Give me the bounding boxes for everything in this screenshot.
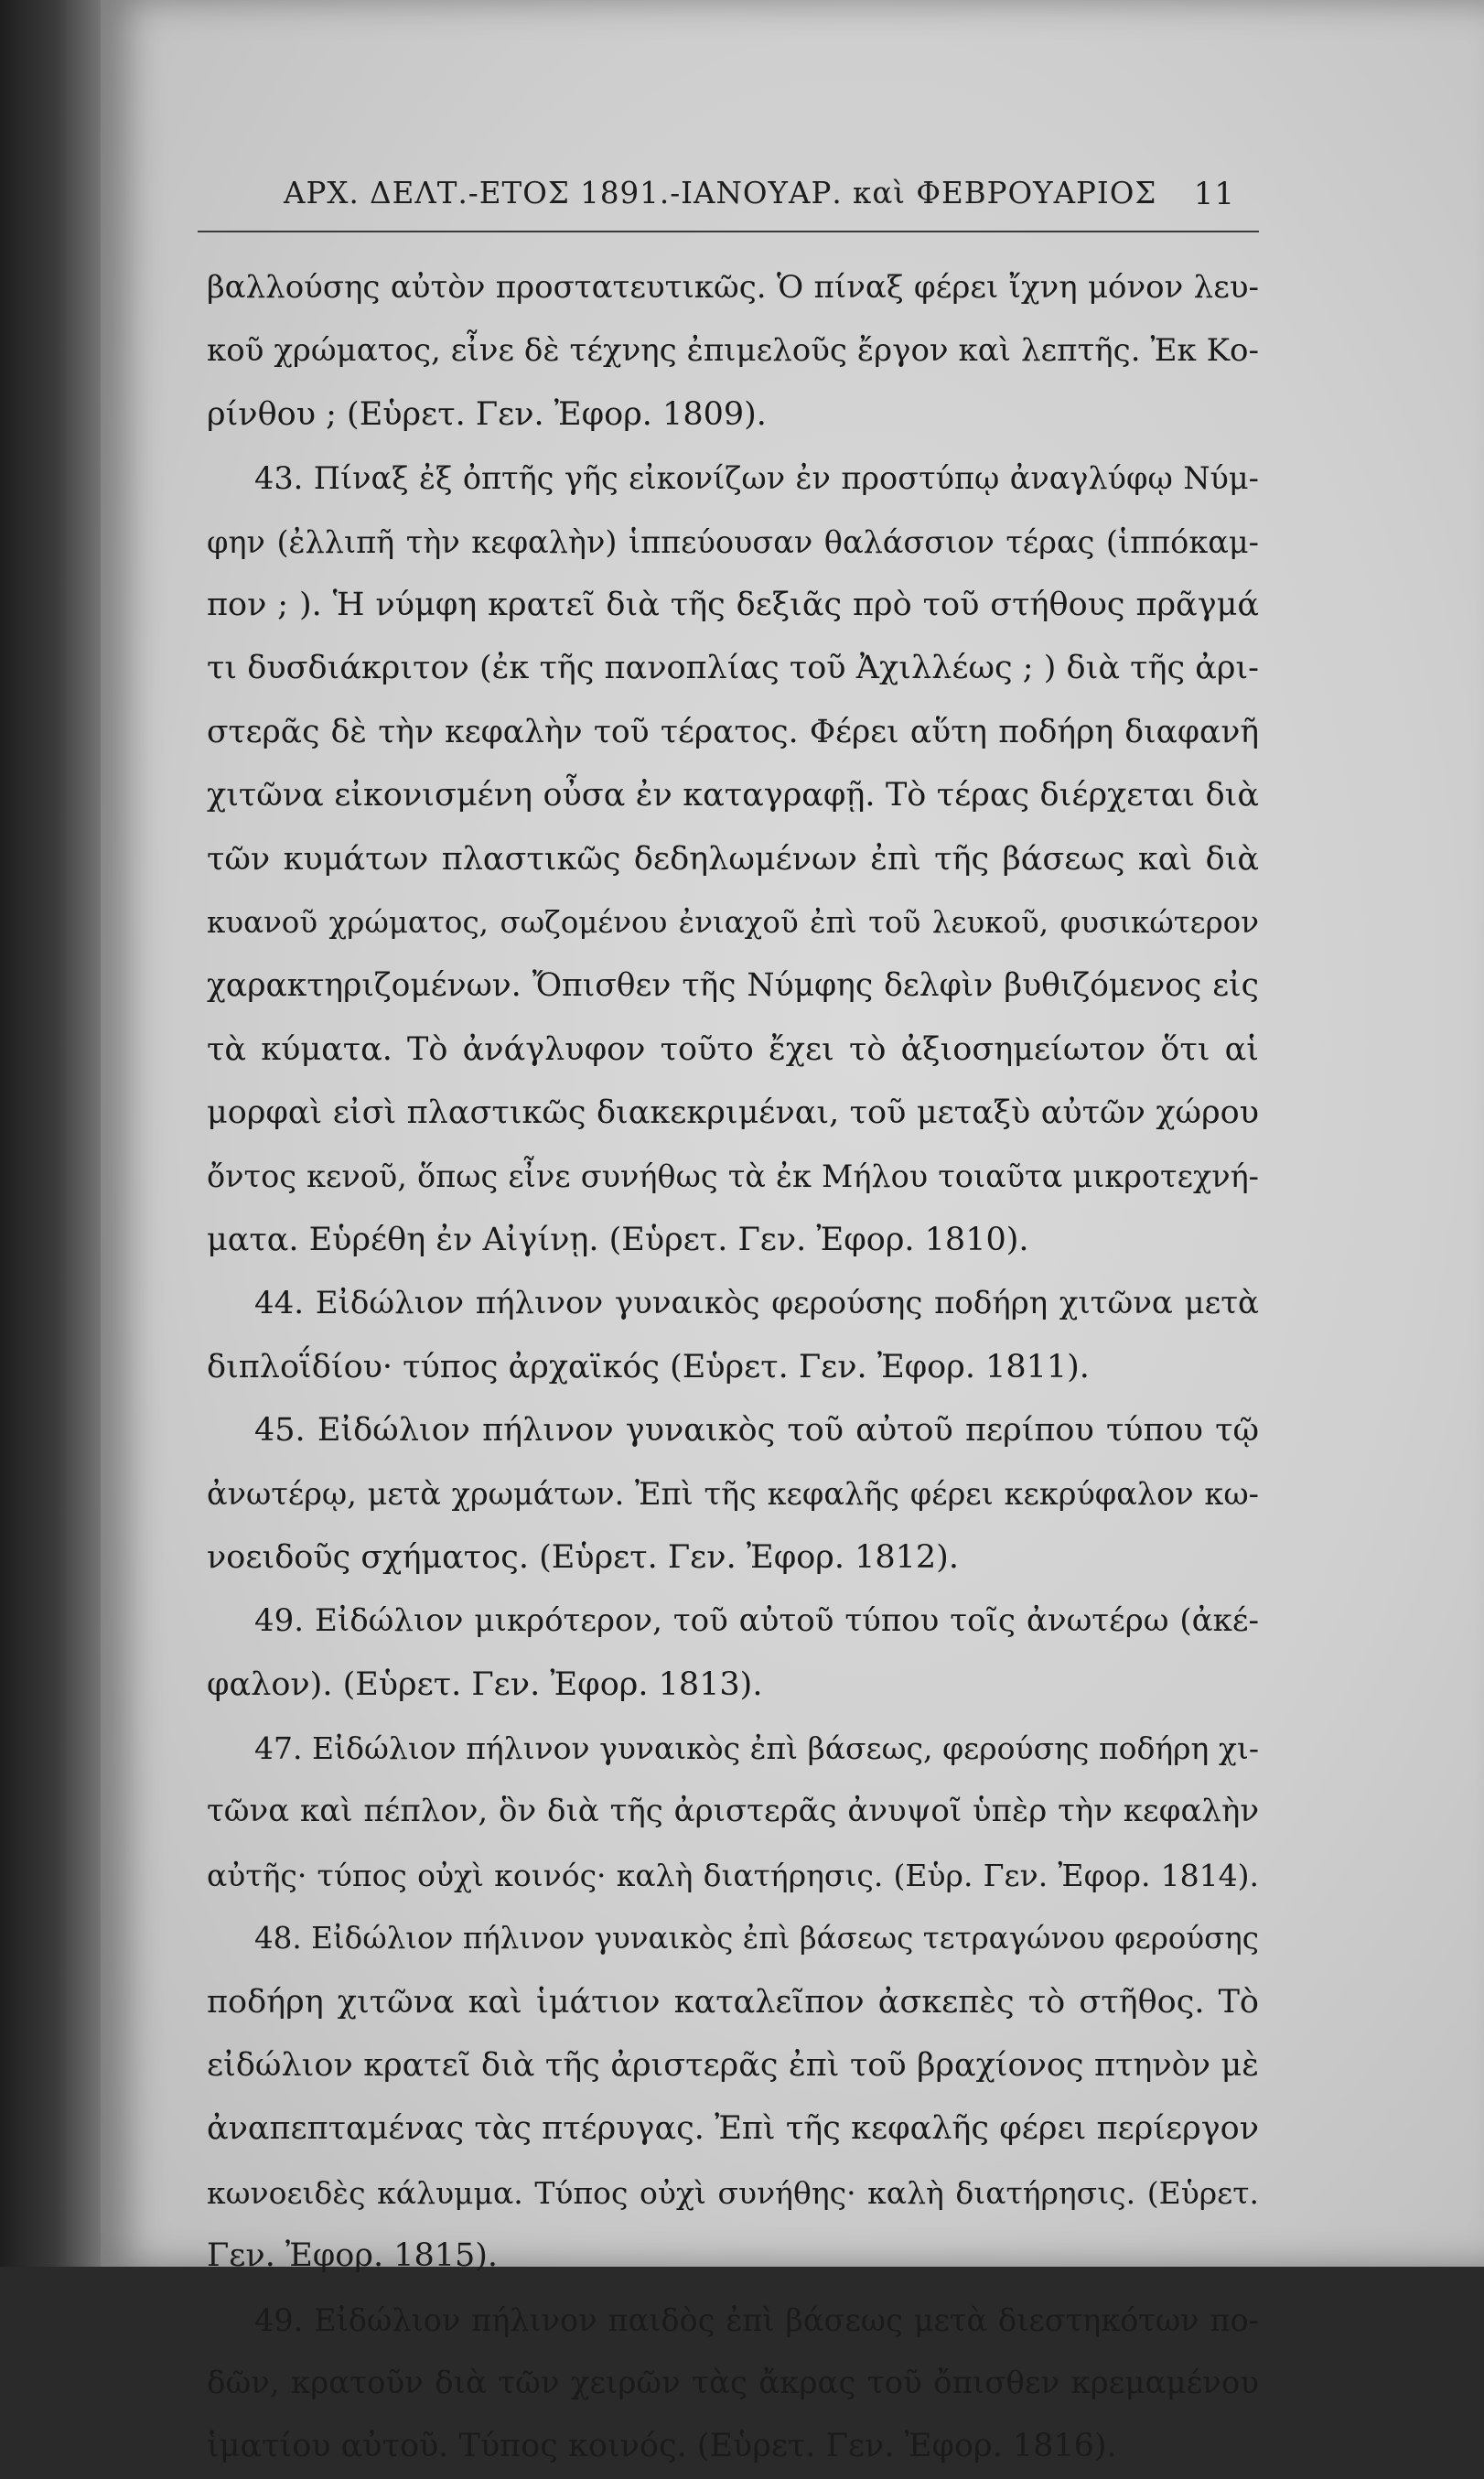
text-line: ματα. Εὑρέθη ἐν Αἰγίνῃ. (Εὑρετ. Γεν. Ἐφορ. 1810).	[207, 1221, 1029, 1258]
text-line: ποδήρη χιτῶνα καὶ ἱμάτιον καταλεῖπον ἀσκεπὲς τὸ στῆθος. Τὸ	[207, 1983, 1259, 2021]
text-line: ἀνωτέρῳ, μετὰ χρωμάτων. Ἐπὶ τῆς κεφαλῆς φέρει κεκρύφαλον κω-	[207, 1476, 1259, 1513]
text-line: κυανοῦ χρώματος, σωζομένου ἐνιαχοῦ ἐπὶ τοῦ λευκοῦ, φυσικώτερον	[207, 904, 1259, 940]
text-line: βαλλούσης αὐτὸν προστατευτικῶς. Ὁ πίναξ φέρει ἴχνη μόνον λευ-	[207, 269, 1259, 306]
text-line: φην (ἐλλιπῆ τὴν κεφαλὴν) ἱππεύουσαν θαλάσσιον τέρας (ἱππόκαμ-	[207, 523, 1259, 560]
text-line: ρίνθου ; (Εὑρετ. Γεν. Ἐφορ. 1809).	[207, 395, 767, 433]
entry-49-start: 49. Εἰδώλιον μικρότερον, τοῦ αὐτοῦ τύπου τοῖς ἀνωτέρω (ἀκέ-	[254, 1602, 1259, 1640]
text-line: φαλον). (Εὑρετ. Γεν. Ἐφορ. 1813).	[207, 1665, 763, 1703]
text-line: μορφαὶ εἰσὶ πλαστικῶς διακεκριμέναι, τοῦ μεταξὺ αὐτῶν χώρου	[207, 1094, 1259, 1132]
running-head	[284, 176, 1235, 227]
body-text	[207, 256, 1259, 2479]
text-line: διπλοΐδίου· τύπος ἀρχαϊκός (Εὑρετ. Γεν. Ἐφορ. 1811).	[207, 1348, 1090, 1385]
entry-47-start: 47. Εἰδώλιον πήλινον γυναικὸς ἐπὶ βάσεως, φερούσης ποδήρη χι-	[254, 1730, 1259, 1766]
text-line: ὄντος κενοῦ, ὅπως εἶνε συνήθως τὰ ἐκ Μήλου τοιαῦτα μικροτεχνή-	[207, 1159, 1259, 1195]
text-line: αὐτῆς· τύπος οὐχὶ κοινός· καλὴ διατήρησις. (Εὑρ. Γεν. Ἐφορ. 1814).	[207, 1857, 1259, 1893]
text-line: εἰδώλιον κρατεῖ διὰ τῆς ἀριστερᾶς ἐπὶ τοῦ βραχίονος πτηνὸν μὲ	[207, 2046, 1259, 2084]
text-line: πον ; ). Ἡ νύμφη κρατεῖ διὰ τῆς δεξιᾶς πρὸ τοῦ στήθους πρᾶγμά	[207, 586, 1259, 623]
text-line: τι δυσδιάκριτον (ἐκ τῆς πανοπλίας τοῦ Ἀχιλλέως ; ) διὰ τῆς ἀρι-	[207, 650, 1259, 687]
running-title: ΑΡΧ. ΔΕΛΤ.-ΕΤΟΣ 1891.-ΙΑΝΟΥΑΡ. καὶ ΦΕΒΡΟΥΑΡΙΟΣ	[284, 176, 1157, 210]
text-line: δῶν, κρατοῦν διὰ τῶν χειρῶν τὰς ἄκρας τοῦ ὄπισθεν κρεμαμένου	[207, 2364, 1259, 2401]
text-line: Γεν. Ἐφορ. 1815).	[207, 2237, 499, 2275]
text-line: στερᾶς δὲ τὴν κεφαλὴν τοῦ τέρατος. Φέρει αὕτη ποδήρη διαφανῆ	[207, 713, 1259, 750]
entry-49b-start: 49. Εἰδώλιον πήλινον παιδὸς ἐπὶ βάσεως μετὰ διεστηκότων πο-	[254, 2301, 1259, 2338]
entry-44-start: 44. Εἰδώλιον πήλινον γυναικὸς φερούσης ποδήρη χιτῶνα μετὰ	[254, 1285, 1259, 1322]
text-line: κοῦ χρώματος, εἶνε δὲ τέχνης ἐπιμελοῦς ἔργον καὶ λεπτῆς. Ἐκ Κο-	[207, 332, 1259, 370]
page-number: 11	[1193, 176, 1235, 212]
header-rule	[198, 231, 1259, 232]
text-line: ἱματίου αὐτοῦ. Τύπος κοινός. (Εὑρετ. Γεν. Ἐφορ. 1816).	[207, 2428, 1117, 2465]
text-line: νοειδοῦς σχήματος. (Εὑρετ. Γεν. Ἐφορ. 1812).	[207, 1538, 959, 1576]
text-line: τὰ κύματα. Τὸ ἀνάγλυφον τοῦτο ἔχει τὸ ἀξιοσημείωτον ὅτι αἱ	[207, 1030, 1259, 1068]
text-line: χαρακτηριζομένων. Ὄπισθεν τῆς Νύμφης δελφὶν βυθιζόμενος εἰς	[207, 967, 1259, 1005]
text-line: τῶνα καὶ πέπλον, ὃν διὰ τῆς ἀριστερᾶς ἀνυψοῖ ὑπὲρ τὴν κεφαλὴν	[207, 1793, 1259, 1830]
text-line: χιτῶνα εἰκονισμένη οὖσα ἐν καταγραφῇ. Τὸ τέρας διέρχεται διὰ	[207, 777, 1259, 814]
entry-48-start: 48. Εἰδώλιον πήλινον γυναικὸς ἐπὶ βάσεως τετραγώνου φερούσης	[254, 1921, 1259, 1956]
text-line: κωνοειδὲς κάλυμμα. Τύπος οὐχὶ συνήθης· καλὴ διατήρησις. (Εὑρετ.	[207, 2174, 1259, 2211]
entry-43-start: 43. Πίναξ ἐξ ὀπτῆς γῆς εἰκονίζων ἐν προστύπῳ ἀναγλύφῳ Νύμ-	[254, 460, 1259, 497]
text-line: ἀναπεπταμένας τὰς πτέρυγας. Ἐπὶ τῆς κεφαλῆς φέρει περίεργον	[207, 2110, 1259, 2148]
entry-45-start: 45. Εἰδώλιον πήλινον γυναικὸς τοῦ αὐτοῦ περίπου τύπου τῷ	[254, 1412, 1259, 1450]
text-line: τῶν κυμάτων πλαστικῶς δεδηλωμένων ἐπὶ τῆς βάσεως καὶ διὰ	[207, 840, 1259, 878]
